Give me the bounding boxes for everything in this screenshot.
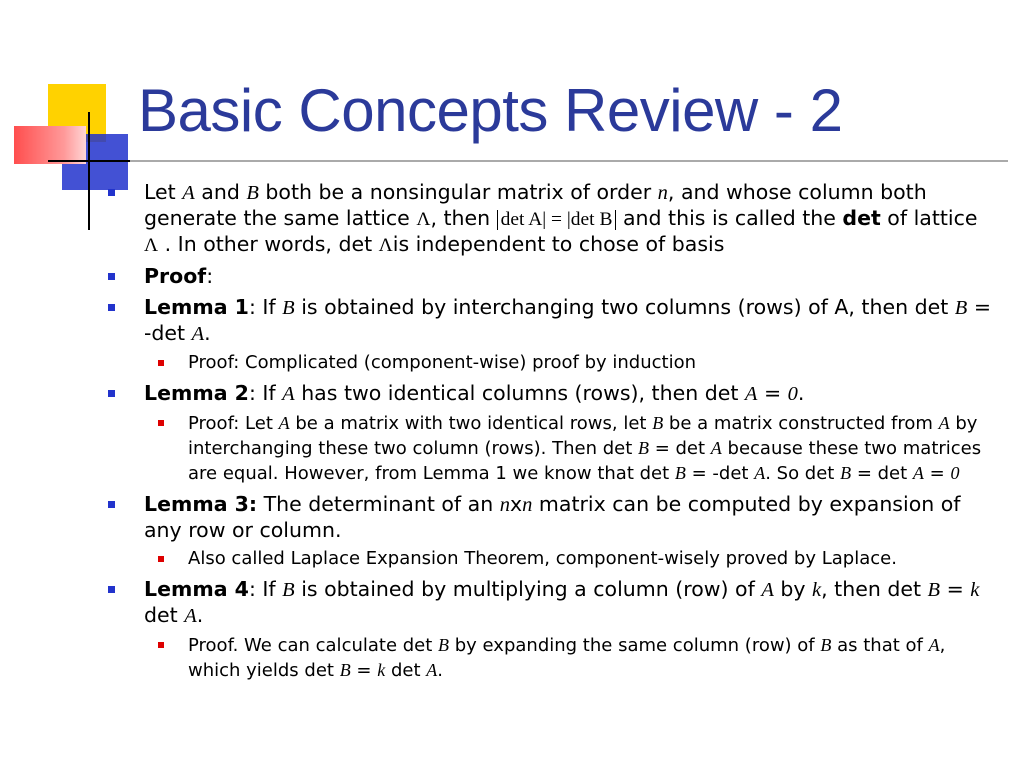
text-run: , and whose column both generate the same lattice <box>144 180 927 230</box>
math-variable: B <box>820 635 832 655</box>
bullet-item <box>106 264 996 289</box>
math-variable: A <box>710 438 722 458</box>
text-run: . <box>797 381 805 405</box>
text-run: : <box>206 264 214 288</box>
square-bullet-icon <box>108 189 115 196</box>
determinant-equation: det A| = |det B <box>497 210 617 230</box>
decorative-red-bar <box>14 126 86 164</box>
text-run: and <box>194 180 247 204</box>
text-run: det <box>144 603 185 627</box>
text-run: = <box>350 660 378 681</box>
text-run: has two identical columns (rows), then det <box>294 381 745 405</box>
math-variable: B <box>840 463 852 483</box>
sub-bullet-item <box>106 411 996 486</box>
text-run: : If <box>248 295 283 319</box>
bullet-list <box>106 180 996 683</box>
bullet-item <box>106 492 996 543</box>
math-variable: n <box>522 494 533 516</box>
math-variable: A <box>426 660 438 680</box>
math-variable: B <box>637 438 649 458</box>
math-variable: A <box>938 413 950 433</box>
text-run: because these two matrices are equal. However, from Lemma 1 we know that det <box>188 438 982 484</box>
text-run: , then det <box>821 577 928 601</box>
math-variable: B <box>652 413 664 433</box>
sub-bullet-item <box>106 547 996 571</box>
text-run: Let <box>144 180 183 204</box>
math-variable: B <box>282 297 295 319</box>
text-run: : If <box>248 577 283 601</box>
math-variable: B <box>438 635 450 655</box>
decorative-vertical-line <box>88 112 90 230</box>
red-square-bullet-icon <box>158 420 164 426</box>
text-run: Proof: Complicated (component-wise) proof by induction <box>188 352 696 373</box>
math-variable: A <box>744 383 758 405</box>
math-variable: k <box>377 660 386 680</box>
math-variable: A <box>928 635 940 655</box>
text-run: = det <box>648 438 711 459</box>
text-run: be a matrix constructed from <box>663 413 939 434</box>
bullet-item <box>106 295 996 347</box>
lattice-symbol: Λ <box>416 209 431 230</box>
math-variable: k <box>970 579 980 601</box>
red-square-bullet-icon <box>158 556 164 562</box>
square-bullet-icon <box>108 273 115 280</box>
text-run: . <box>437 660 443 681</box>
text-run: and this is called the <box>616 206 843 230</box>
math-variable: A <box>912 463 924 483</box>
math-variable: A <box>278 413 290 433</box>
math-variable: A <box>761 579 774 601</box>
math-variable: 0 <box>787 383 798 405</box>
text-run: of lattice <box>880 206 978 230</box>
bold-label: det <box>842 206 881 230</box>
bold-label: Lemma 4 <box>144 577 249 601</box>
text-run: . In other words, det <box>158 232 379 256</box>
math-variable: B <box>246 182 259 204</box>
text-run: by <box>773 577 813 601</box>
title-underline <box>48 160 1008 162</box>
lattice-symbol: Λ <box>144 235 159 256</box>
text-run: x <box>510 492 523 516</box>
math-variable: n <box>499 494 510 516</box>
text-run: . <box>196 603 204 627</box>
sub-bullet-item <box>106 351 996 375</box>
text-run: = det <box>851 463 913 484</box>
square-bullet-icon <box>108 304 115 311</box>
slide-title: Basic Concepts Review - 2 <box>138 77 843 144</box>
text-run: , which yields det <box>188 635 946 681</box>
math-variable: B <box>282 579 295 601</box>
text-run: Proof: Let <box>188 413 279 434</box>
text-run: is obtained by interchanging two columns (rows) of A, then det <box>294 295 955 319</box>
math-variable: A <box>191 323 205 345</box>
text-run: = <box>940 577 971 601</box>
text-run: The determinant of an <box>257 492 500 516</box>
text-run: = <box>757 381 788 405</box>
math-variable: B <box>954 297 968 319</box>
text-run: . So det <box>765 463 841 484</box>
red-square-bullet-icon <box>158 642 164 648</box>
lattice-symbol: Λ <box>378 235 393 256</box>
math-variable: A <box>282 383 295 405</box>
bold-label: Lemma 2 <box>144 381 249 405</box>
bullet-item <box>106 381 996 407</box>
text-run: , then <box>430 206 497 230</box>
text-run: = -det <box>144 295 991 345</box>
bold-label: Lemma 1 <box>144 295 249 319</box>
math-variable: 0 <box>950 463 960 483</box>
sub-bullet-item <box>106 633 996 683</box>
red-square-bullet-icon <box>158 360 164 366</box>
math-variable: A <box>182 182 195 204</box>
text-run: as that of <box>831 635 929 656</box>
math-variable: A <box>754 463 766 483</box>
square-bullet-icon <box>108 586 115 593</box>
text-run: = <box>923 463 951 484</box>
bullet-item <box>106 180 996 258</box>
square-bullet-icon <box>108 390 115 397</box>
math-variable: n <box>657 182 668 204</box>
text-run: is obtained by multiplying a column (row) of <box>294 577 762 601</box>
text-run: be a matrix with two identical rows, let <box>289 413 653 434</box>
text-run: Also called Laplace Expansion Theorem, component-wisely proved by Laplace. <box>188 548 897 569</box>
text-run: by interchanging these two column (rows). Then det <box>188 413 978 459</box>
math-variable: B <box>339 660 351 680</box>
text-run: matrix can be computed by expansion of any row or column. <box>144 492 961 542</box>
bullet-item <box>106 577 996 629</box>
bold-label: Proof <box>144 264 207 288</box>
bold-label: Lemma 3: <box>144 492 258 516</box>
text-run: Proof. We can calculate det <box>188 635 439 656</box>
math-variable: A <box>184 605 197 627</box>
math-variable: B <box>927 579 941 601</box>
text-run: both be a nonsingular matrix of order <box>258 180 658 204</box>
text-run: = -det <box>685 463 755 484</box>
math-variable: k <box>812 579 822 601</box>
square-bullet-icon <box>108 501 115 508</box>
text-run: : If <box>248 381 283 405</box>
math-variable: B <box>674 463 686 483</box>
text-run: by expanding the same column (row) of <box>449 635 821 656</box>
text-run: det <box>385 660 427 681</box>
text-run: . <box>204 321 211 345</box>
text-run: is independent to chose of basis <box>392 232 725 256</box>
